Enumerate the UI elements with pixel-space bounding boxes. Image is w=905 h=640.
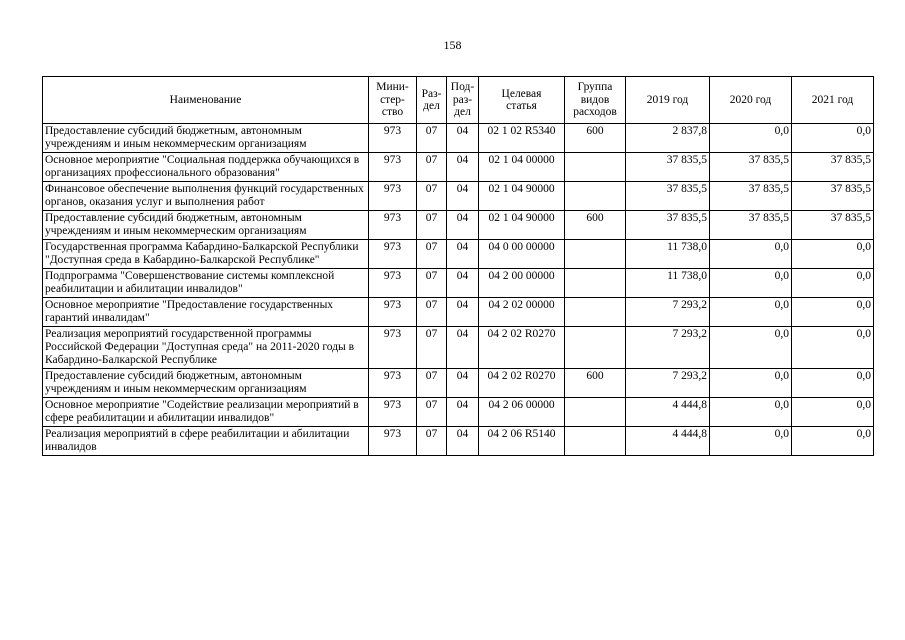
cell-target: 02 1 02 R5340 (479, 124, 565, 153)
cell-2020: 37 835,5 (710, 211, 792, 240)
cell-name: Финансовое обеспечение выполнения функций государственных органов, оказания услуг и выполнения работ (43, 182, 369, 211)
cell-name: Предоставление субсидий бюджетным, автономным учреждениям и иным некоммерческим организациям (43, 124, 369, 153)
cell-2019: 7 293,2 (626, 298, 710, 327)
cell-group: 600 (565, 369, 626, 398)
cell-2019: 2 837,8 (626, 124, 710, 153)
table-row (43, 427, 874, 456)
table-row (43, 327, 874, 369)
cell-2019: 4 444,8 (626, 398, 710, 427)
cell-name: Подпрограмма "Совершенствование системы комплексной реабилитации и абилитации инвалидов" (43, 269, 369, 298)
cell-2021: 0,0 (792, 427, 874, 456)
cell-target: 02 1 04 00000 (479, 153, 565, 182)
cell-subsection: 04 (447, 240, 479, 269)
cell-section: 07 (417, 298, 447, 327)
cell-2020: 0,0 (710, 427, 792, 456)
cell-2019: 4 444,8 (626, 427, 710, 456)
cell-2019: 37 835,5 (626, 182, 710, 211)
cell-ministry: 973 (369, 124, 417, 153)
cell-group: 600 (565, 211, 626, 240)
cell-2019: 11 738,0 (626, 269, 710, 298)
cell-ministry: 973 (369, 240, 417, 269)
cell-name: Предоставление субсидий бюджетным, автономным учреждениям и иным некоммерческим организациям (43, 369, 369, 398)
cell-section: 07 (417, 398, 447, 427)
cell-name: Реализация мероприятий в сфере реабилитации и абилитации инвалидов (43, 427, 369, 456)
cell-2019: 37 835,5 (626, 211, 710, 240)
header-name: Наименование (43, 77, 369, 124)
cell-section: 07 (417, 124, 447, 153)
cell-2020: 0,0 (710, 298, 792, 327)
cell-ministry: 973 (369, 398, 417, 427)
page-number: 158 (443, 38, 462, 52)
cell-target: 02 1 04 90000 (479, 182, 565, 211)
cell-name: Государственная программа Кабардино-Балкарской Республики "Доступная среда в Кабардино-Балкарской Республике" (43, 240, 369, 269)
table-row (43, 124, 874, 153)
budget-table (42, 76, 874, 456)
cell-section: 07 (417, 269, 447, 298)
table-row (43, 240, 874, 269)
cell-name: Основное мероприятие "Предоставление государственных гарантий инвалидам" (43, 298, 369, 327)
cell-section: 07 (417, 153, 447, 182)
cell-2020: 37 835,5 (710, 153, 792, 182)
cell-group (565, 398, 626, 427)
table-row (43, 211, 874, 240)
cell-2021: 0,0 (792, 240, 874, 269)
table-row (43, 369, 874, 398)
cell-2021: 0,0 (792, 298, 874, 327)
cell-section: 07 (417, 211, 447, 240)
header-target: Целевая статья (479, 77, 565, 124)
cell-name: Предоставление субсидий бюджетным, автономным учреждениям и иным некоммерческим организациям (43, 211, 369, 240)
header-subsection: Под- раз- дел (447, 77, 479, 124)
cell-2021: 0,0 (792, 327, 874, 369)
cell-subsection: 04 (447, 124, 479, 153)
cell-target: 04 0 00 00000 (479, 240, 565, 269)
cell-group (565, 427, 626, 456)
cell-target: 04 2 00 00000 (479, 269, 565, 298)
cell-group (565, 327, 626, 369)
header-2019: 2019 год (626, 77, 710, 124)
cell-subsection: 04 (447, 211, 479, 240)
cell-section: 07 (417, 427, 447, 456)
cell-2019: 11 738,0 (626, 240, 710, 269)
cell-2021: 0,0 (792, 124, 874, 153)
table-row (43, 269, 874, 298)
cell-group (565, 269, 626, 298)
cell-2021: 0,0 (792, 398, 874, 427)
cell-ministry: 973 (369, 269, 417, 298)
cell-2020: 0,0 (710, 398, 792, 427)
cell-subsection: 04 (447, 398, 479, 427)
cell-group (565, 153, 626, 182)
cell-2021: 37 835,5 (792, 182, 874, 211)
cell-target: 04 2 02 00000 (479, 298, 565, 327)
cell-ministry: 973 (369, 153, 417, 182)
cell-target: 04 2 06 00000 (479, 398, 565, 427)
cell-section: 07 (417, 182, 447, 211)
cell-group (565, 240, 626, 269)
cell-2019: 37 835,5 (626, 153, 710, 182)
cell-group: 600 (565, 124, 626, 153)
cell-section: 07 (417, 369, 447, 398)
table-row (43, 298, 874, 327)
table-row (43, 153, 874, 182)
header-group: Группа видов расходов (565, 77, 626, 124)
cell-group (565, 182, 626, 211)
cell-2020: 37 835,5 (710, 182, 792, 211)
cell-target: 04 2 02 R0270 (479, 327, 565, 369)
cell-2021: 37 835,5 (792, 153, 874, 182)
cell-2021: 0,0 (792, 369, 874, 398)
cell-2019: 7 293,2 (626, 369, 710, 398)
cell-name: Основное мероприятие "Социальная поддержка обучающихся в организациях профессионального образования" (43, 153, 369, 182)
cell-ministry: 973 (369, 298, 417, 327)
cell-group (565, 298, 626, 327)
header-2020: 2020 год (710, 77, 792, 124)
cell-2019: 7 293,2 (626, 327, 710, 369)
cell-subsection: 04 (447, 369, 479, 398)
cell-2020: 0,0 (710, 124, 792, 153)
header-2021: 2021 год (792, 77, 874, 124)
cell-2021: 37 835,5 (792, 211, 874, 240)
cell-subsection: 04 (447, 298, 479, 327)
cell-section: 07 (417, 327, 447, 369)
cell-name: Основное мероприятие "Содействие реализации мероприятий в сфере реабилитации и абилитации инвалидов" (43, 398, 369, 427)
cell-ministry: 973 (369, 182, 417, 211)
cell-target: 02 1 04 90000 (479, 211, 565, 240)
header-ministry: Мини- стер- ство (369, 77, 417, 124)
cell-2020: 0,0 (710, 327, 792, 369)
cell-target: 04 2 02 R0270 (479, 369, 565, 398)
table-row (43, 182, 874, 211)
cell-ministry: 973 (369, 327, 417, 369)
table-header-row (43, 77, 874, 124)
cell-2020: 0,0 (710, 240, 792, 269)
header-section: Раз- дел (417, 77, 447, 124)
cell-2021: 0,0 (792, 269, 874, 298)
cell-ministry: 973 (369, 211, 417, 240)
table-row (43, 398, 874, 427)
cell-subsection: 04 (447, 153, 479, 182)
cell-ministry: 973 (369, 369, 417, 398)
cell-subsection: 04 (447, 427, 479, 456)
cell-subsection: 04 (447, 327, 479, 369)
cell-subsection: 04 (447, 269, 479, 298)
table-body (43, 124, 874, 456)
cell-ministry: 973 (369, 427, 417, 456)
cell-2020: 0,0 (710, 269, 792, 298)
cell-target: 04 2 06 R5140 (479, 427, 565, 456)
cell-section: 07 (417, 240, 447, 269)
cell-subsection: 04 (447, 182, 479, 211)
cell-name: Реализация мероприятий государственной программы Российской Федерации "Доступная среда" на 2011-2020 годы в Кабардино-Балкарской Республике (43, 327, 369, 369)
cell-2020: 0,0 (710, 369, 792, 398)
